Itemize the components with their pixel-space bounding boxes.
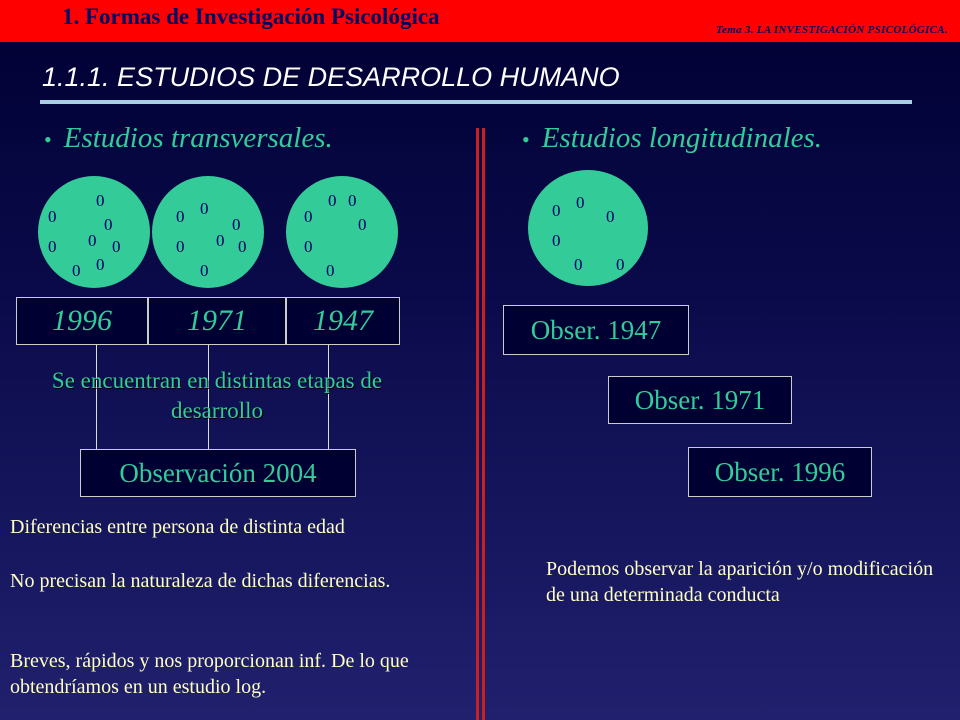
bullet: • bbox=[44, 127, 52, 152]
subject-mark: 0 bbox=[328, 191, 337, 210]
subject-mark: 0 bbox=[216, 231, 225, 250]
heading-longitudinal bbox=[522, 122, 822, 155]
subject-mark: 0 bbox=[576, 193, 585, 212]
observation-1996-box: Obser. 1996 bbox=[688, 447, 872, 497]
observation-1947-box: Obser. 1947 bbox=[503, 305, 689, 355]
subject-mark: 0 bbox=[304, 207, 313, 226]
subject-mark: 0 bbox=[326, 261, 335, 280]
heading-transversal bbox=[44, 122, 333, 155]
subject-mark: 0 bbox=[238, 237, 247, 256]
topic-label: Tema 3. LA INVESTIGACIÓN PSICOLÓGICA. bbox=[716, 24, 948, 36]
subject-mark: 0 bbox=[176, 237, 185, 256]
subject-mark: 0 bbox=[200, 199, 209, 218]
note-behavior-change: Podemos observar la aparición y/o modificación de una determinada conducta bbox=[546, 558, 934, 606]
center-divider-left bbox=[476, 128, 479, 720]
bullet: • bbox=[522, 127, 530, 152]
slide-title: 1.1.1. ESTUDIOS DE DESARROLLO HUMANO bbox=[42, 62, 620, 92]
subject-mark: 0 bbox=[552, 201, 561, 220]
year-box-1947: 1947 bbox=[286, 297, 400, 345]
year-box-1971: 1971 bbox=[148, 297, 286, 345]
subject-mark: 0 bbox=[304, 237, 313, 256]
subject-mark: 0 bbox=[112, 237, 121, 256]
population-circle-1971 bbox=[152, 176, 264, 288]
stages-caption: Se encuentran en distintas etapas de desarrollo bbox=[51, 368, 383, 423]
subject-mark: 0 bbox=[232, 215, 241, 234]
note-nature-differences: No precisan la naturaleza de dichas diferencias. bbox=[10, 570, 391, 592]
population-circle-cohort bbox=[528, 170, 648, 286]
subject-mark: 0 bbox=[358, 215, 367, 234]
observation-2004-box: Observación 2004 bbox=[80, 449, 356, 497]
subject-mark: 0 bbox=[348, 191, 357, 210]
subject-mark: 0 bbox=[88, 231, 97, 250]
subject-mark: 0 bbox=[552, 231, 561, 250]
subject-mark: 0 bbox=[48, 207, 57, 226]
heading-text: Estudios longitudinales. bbox=[541, 122, 823, 154]
section-title: 1. Formas de Investigación Psicológica bbox=[62, 4, 440, 29]
heading-text: Estudios transversales. bbox=[63, 122, 333, 154]
title-underline bbox=[40, 100, 912, 104]
subject-mark: 0 bbox=[48, 237, 57, 256]
subject-mark: 0 bbox=[104, 215, 113, 234]
subject-mark: 0 bbox=[96, 191, 105, 210]
population-circle-1996 bbox=[38, 176, 150, 288]
subject-mark: 0 bbox=[72, 261, 81, 280]
subject-mark: 0 bbox=[96, 255, 105, 274]
observation-1971-box: Obser. 1971 bbox=[608, 376, 792, 424]
note-brief-fast: Breves, rápidos y nos proporcionan inf. De lo que obtendríamos en un estudio log. bbox=[10, 650, 409, 698]
year-box-1996: 1996 bbox=[16, 297, 148, 345]
note-age-differences: Diferencias entre persona de distinta edad bbox=[10, 516, 345, 538]
population-circle-1947 bbox=[286, 176, 398, 288]
subject-mark: 0 bbox=[574, 255, 583, 274]
subject-mark: 0 bbox=[200, 261, 209, 280]
subject-mark: 0 bbox=[616, 255, 625, 274]
subject-mark: 0 bbox=[176, 207, 185, 226]
center-divider-right bbox=[482, 128, 485, 720]
subject-mark: 0 bbox=[606, 207, 615, 226]
